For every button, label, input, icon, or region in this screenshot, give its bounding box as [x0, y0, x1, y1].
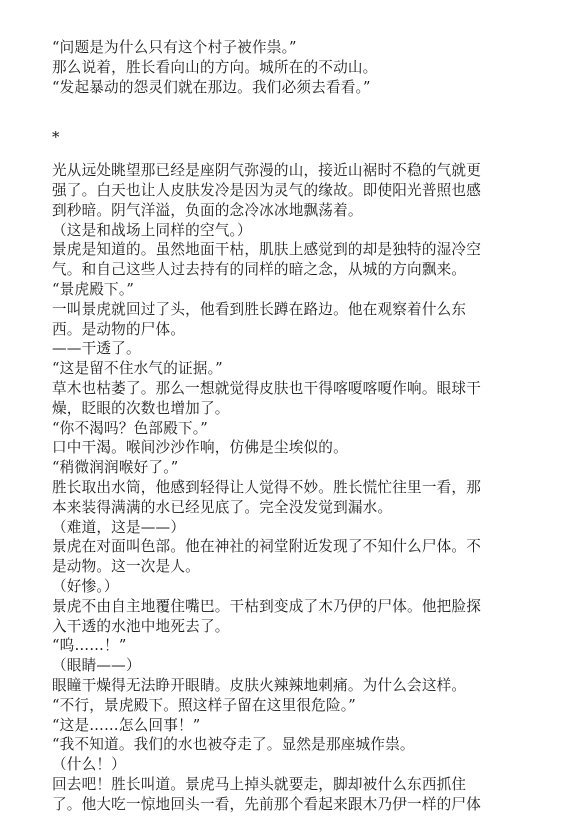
text-line: “不行，景虎殿下。照这样子留在这里很危险。”: [52, 696, 356, 714]
paragraph-block-1: [52, 38, 534, 97]
text-line: （什么！）: [52, 756, 126, 774]
text-line: “发起暴动的怨灵们就在那边。我们必须去看看。”: [52, 78, 371, 96]
text-line: （难道，这是——）: [52, 518, 186, 536]
text-line: 胜长取出水筒，他感到轻得让人觉得不妙。胜长慌忙往里一看，那: [52, 478, 482, 496]
text-line: 那么说着，胜长看向山的方向。城所在的不动山。: [52, 58, 378, 76]
text-line: “这是……怎么回事！”: [52, 716, 201, 734]
text-line: 强了。白天也让人皮肤发冷是因为灵气的缘故。即使阳光普照也感: [52, 181, 482, 199]
text-line: “稍微润润喉好了。”: [52, 459, 179, 477]
paragraph-block-2: [52, 161, 534, 814]
text-line: 是动物。这一次是人。: [52, 558, 200, 576]
text-line: 气。和自己这些人过去持有的同样的暗之念，从城的方向飘来。: [52, 261, 467, 279]
text-line: 光从远处眺望那已经是座阴气弥漫的山，接近山裾时不稳的气就更: [52, 162, 482, 180]
text-line: “问题是为什么只有这个村子被作祟。”: [52, 39, 297, 56]
text-line: （这是和战场上同样的空气。）: [52, 221, 252, 239]
text-line: “景虎殿下。”: [52, 280, 134, 298]
document-page: [52, 38, 534, 814]
text-line: 景虎是知道的。虽然地面干枯，肌肤上感觉到的却是独特的湿冷空: [52, 241, 482, 259]
text-line: 本来装得满满的水已经见底了。完全没发觉到漏水。: [52, 498, 393, 516]
text-line: 入干透的水池中地死去了。: [52, 617, 230, 635]
text-line: 西。是动物的尸体。: [52, 320, 186, 338]
text-line: 景虎在对面叫色部。他在神社的祠堂附近发现了不知什么尸体。不: [52, 538, 482, 556]
text-line: 到秒暗。阴气洋溢，负面的念冷冰冰地飘荡着。: [52, 201, 363, 219]
text-line: 回去吧！胜长叫道。景虎马上掉头就要走，脚却被什么东西抓住: [52, 775, 467, 793]
text-line: 口中干渴。喉间沙沙作响，仿佛是尘埃似的。: [52, 439, 348, 457]
text-line: 一叫景虎就回过了头，他看到胜长蹲在路边。他在观察着什么东: [52, 300, 467, 318]
text-line: 了。他大吃一惊地回头一看，先前那个看起来跟木乃伊一样的尸体: [52, 795, 482, 813]
section-separator: *: [52, 128, 60, 147]
text-line: （眼睛——）: [52, 657, 141, 675]
text-line: 眼瞳干燥得无法睁开眼睛。皮肤火辣辣地刺痛。为什么会这样。: [52, 676, 467, 694]
text-line: ——干透了。: [52, 340, 141, 358]
text-line: （好惨。）: [52, 577, 119, 595]
text-line: 燥，眨眼的次数也增加了。: [52, 399, 230, 417]
text-line: “这是留不住水气的证据。”: [52, 360, 223, 378]
text-line: 景虎不由自主地覆住嘴巴。干枯到变成了木乃伊的尸体。他把脸探: [52, 597, 482, 615]
text-line: “你不渴吗？色部殿下。”: [52, 419, 208, 437]
spacer: [52, 97, 534, 128]
text-line: “呜……！”: [52, 637, 127, 655]
text-line: “我不知道。我们的水也被夺走了。显然是那座城作祟。: [52, 736, 415, 754]
text-line: 草木也枯萎了。那么一想就觉得皮肤也干得喀嗄喀嗄作响。眼球干: [52, 379, 482, 397]
